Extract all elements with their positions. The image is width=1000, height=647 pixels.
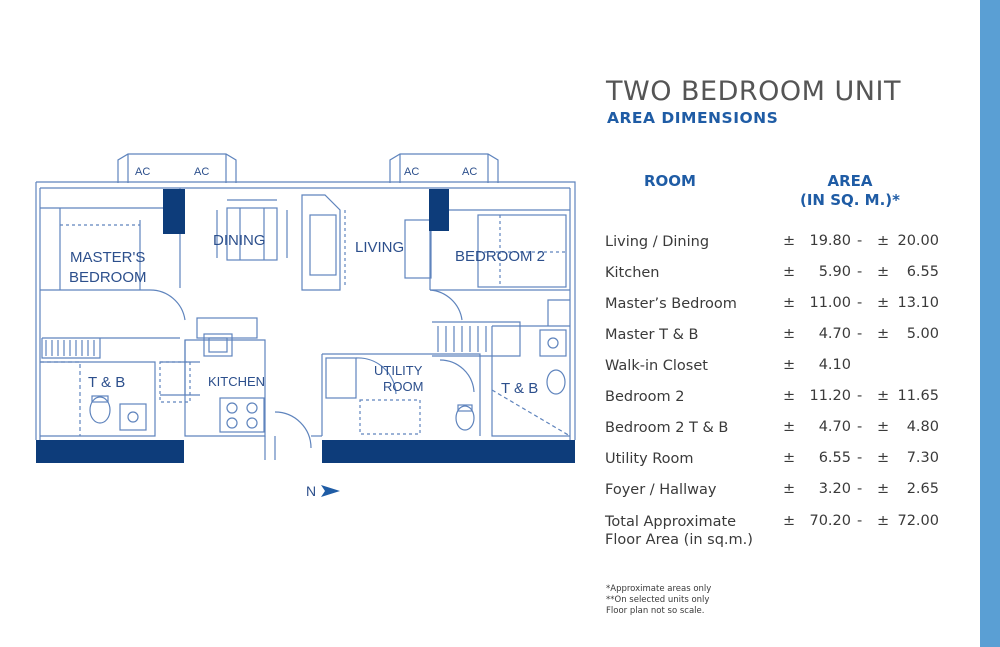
area-max: 11.65 xyxy=(897,388,939,404)
side-accent-bar xyxy=(980,0,1000,647)
row-name: Kitchen xyxy=(605,265,660,281)
range-dash: - xyxy=(857,450,863,466)
column-header-area xyxy=(790,172,910,210)
plus-minus: ± xyxy=(783,481,796,497)
room-label-kitchen: KITCHEN xyxy=(208,374,266,389)
column-header-room xyxy=(620,172,720,191)
floor-plan xyxy=(0,0,590,520)
area-max: 20.00 xyxy=(897,233,939,249)
plus-minus: ± xyxy=(877,388,890,404)
row-name: Bedroom 2 T & B xyxy=(605,420,729,436)
room-label-living: LIVING xyxy=(355,239,405,256)
table-row xyxy=(605,295,965,326)
plus-minus: ± xyxy=(783,295,796,311)
row-name: Master T & B xyxy=(605,327,699,343)
table-row xyxy=(605,326,965,357)
column-header-room-text: ROOM xyxy=(644,172,696,190)
plus-minus: ± xyxy=(877,295,890,311)
table-row xyxy=(605,388,965,419)
ac-label-1: AC xyxy=(135,166,151,178)
range-dash: - xyxy=(857,481,863,497)
ac-label-4: AC xyxy=(462,166,478,178)
page-subtitle: AREA DIMENSIONS xyxy=(607,109,779,127)
area-max: 13.10 xyxy=(897,295,939,311)
footnote-1: *Approximate areas only xyxy=(606,584,712,594)
table-row xyxy=(605,513,965,548)
plus-minus: ± xyxy=(783,419,796,435)
plus-minus: ± xyxy=(877,419,890,435)
range-dash: - xyxy=(857,419,863,435)
footnote-3: Floor plan not so scale. xyxy=(606,606,705,616)
plus-minus: ± xyxy=(783,357,796,373)
area-min: 4.70 xyxy=(818,419,851,435)
north-arrow-icon xyxy=(321,485,340,497)
range-dash: - xyxy=(857,326,863,342)
column-header-area-line2: (IN SQ. M.)* xyxy=(799,191,900,209)
area-min: 70.20 xyxy=(809,513,851,529)
range-dash: - xyxy=(857,388,863,404)
range-dash: - xyxy=(857,264,863,280)
area-max: 4.80 xyxy=(906,419,939,435)
table-row xyxy=(605,419,965,450)
area-min: 11.20 xyxy=(809,388,851,404)
plus-minus: ± xyxy=(877,264,890,280)
room-label-utility-1: UTILITY xyxy=(374,363,423,378)
ac-label-2: AC xyxy=(194,166,210,178)
balcony-slab-left xyxy=(36,440,184,463)
table-row xyxy=(605,264,965,295)
room-label-utility-2: ROOM xyxy=(383,379,424,394)
area-min: 19.80 xyxy=(809,233,851,249)
ac-label-3: AC xyxy=(404,166,420,178)
row-name: Master’s Bedroom xyxy=(605,296,737,312)
plus-minus: ± xyxy=(783,388,796,404)
room-label-master-1: MASTER'S xyxy=(70,249,146,266)
plus-minus: ± xyxy=(783,264,796,280)
column-right xyxy=(429,189,449,231)
area-max: 7.30 xyxy=(906,450,939,466)
row-name: Walk-in Closet xyxy=(605,358,708,374)
row-name: Utility Room xyxy=(605,451,694,467)
range-dash: - xyxy=(857,233,863,249)
footnote-2: **On selected units only xyxy=(606,595,710,605)
north-label: N xyxy=(306,483,317,499)
plus-minus: ± xyxy=(877,450,890,466)
table-row xyxy=(605,233,965,264)
plus-minus: ± xyxy=(877,233,890,249)
balcony-slab-right xyxy=(322,440,575,463)
plus-minus: ± xyxy=(783,450,796,466)
plus-minus: ± xyxy=(877,481,890,497)
area-max: 6.55 xyxy=(906,264,939,280)
area-min: 6.55 xyxy=(818,450,851,466)
table-row xyxy=(605,450,965,481)
room-label-tb-right: T & B xyxy=(501,380,539,397)
room-label-bedroom2: BEDROOM 2 xyxy=(455,248,546,265)
row-name-line2: Floor Area (in sq.m.) xyxy=(605,532,753,548)
area-max: 5.00 xyxy=(906,326,939,342)
row-name: Foyer / Hallway xyxy=(605,482,717,498)
range-dash: - xyxy=(857,513,863,529)
area-min: 4.10 xyxy=(818,357,851,373)
row-name-line1: Total Approximate xyxy=(605,514,737,530)
row-name xyxy=(605,513,753,549)
plus-minus: ± xyxy=(877,513,890,529)
area-min: 3.20 xyxy=(818,481,851,497)
table-row xyxy=(605,481,965,512)
room-label-tb-left: T & B xyxy=(88,374,126,391)
area-min: 4.70 xyxy=(818,326,851,342)
column-header-area-line1: AREA xyxy=(827,172,873,190)
room-label-dining: DINING xyxy=(213,232,266,249)
area-min: 5.90 xyxy=(818,264,851,280)
plus-minus: ± xyxy=(783,326,796,342)
area-max: 72.00 xyxy=(897,513,939,529)
plus-minus: ± xyxy=(783,513,796,529)
page-title: TWO BEDROOM UNIT xyxy=(606,76,901,107)
column-left xyxy=(163,189,185,234)
row-name: Bedroom 2 xyxy=(605,389,685,405)
row-name: Living / Dining xyxy=(605,234,710,250)
plus-minus: ± xyxy=(877,326,890,342)
plus-minus: ± xyxy=(783,233,796,249)
area-max: 2.65 xyxy=(906,481,939,497)
table-row xyxy=(605,357,965,388)
range-dash: - xyxy=(857,295,863,311)
area-min: 11.00 xyxy=(809,295,851,311)
footnotes xyxy=(606,584,711,617)
room-label-master-2: BEDROOM xyxy=(69,269,147,286)
outer-wall xyxy=(36,182,575,440)
